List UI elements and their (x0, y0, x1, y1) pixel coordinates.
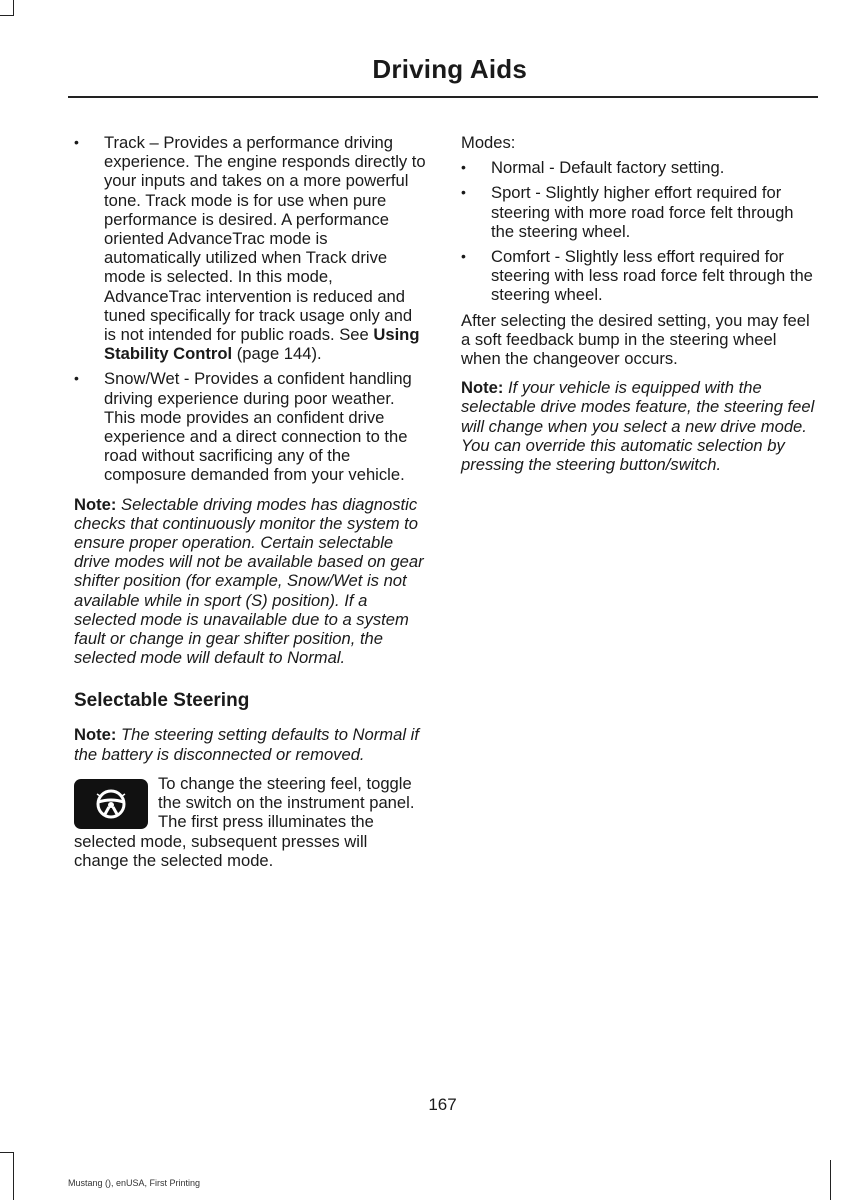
modes-label: Modes: (461, 133, 516, 152)
bullet-icon: • (461, 184, 466, 201)
list-item-track (74, 133, 426, 363)
stability-control-link[interactable]: Using Stability Control (104, 325, 420, 364)
crop-mark-bottom-left-h (0, 1152, 14, 1153)
bullet-icon: • (461, 248, 466, 265)
note-label: Note: (74, 725, 117, 745)
note-text: The steering setting defaults to Normal if the battery is disconnected or removed. (74, 725, 419, 764)
note-drive-modes (74, 495, 426, 668)
bullet-icon: • (461, 159, 466, 176)
left-column (74, 133, 426, 870)
page-number: 167 (428, 1095, 457, 1114)
steering-wheel-icon (74, 779, 148, 829)
crop-mark-top-left-h (0, 15, 14, 16)
note-override (461, 378, 816, 474)
bullet-icon: • (74, 134, 79, 150)
bullet-icon: • (74, 370, 79, 387)
section-heading: Selectable Steering (74, 690, 250, 712)
note-label: Note: (74, 494, 117, 514)
list-item-sport (461, 183, 816, 241)
footer: Mustang (), enUSA, First Printing (68, 1178, 201, 1188)
track-text: Track – Provides a performance driving experience. The engine responds directly to your inputs and takes on a more powerful tone. Track mode is for use when pure performance is desired. A performance oriented AdvanceTrac mode is automatically utilized when Track drive mode is selected. In this mode, AdvanceTrac intervention is reduced and tuned specifically for track usage only and is not intended for public roads. See (104, 133, 426, 345)
note-text: If your vehicle is equipped with the selectable drive modes feature, the steering feel will change when you select a new drive mode. You can override this automatic selection by pressing the steering button/switch. (461, 378, 815, 475)
page-title: Driving Aids (372, 54, 527, 84)
normal-text: Normal - Default factory setting. (491, 158, 725, 178)
steering-switch-text: To change the steering feel, toggle the switch on the instrument panel. The first press illuminates the selected mode, subsequent presses will change the selected mode. (74, 773, 415, 870)
steering-mode-list (461, 158, 816, 304)
note-label: Note: (461, 378, 504, 398)
steering-switch-paragraph (74, 774, 426, 870)
comfort-text: Comfort - Slightly less effort required for steering with less road force felt through the steering wheel. (491, 247, 813, 305)
right-column (461, 133, 816, 474)
crop-mark-bottom-left (13, 1152, 14, 1200)
drive-mode-list (74, 133, 426, 485)
list-item-comfort (461, 247, 816, 305)
feedback-paragraph: After selecting the desired setting, you may feel a soft feedback bump in the steering wheel when the changeover occurs. (461, 310, 810, 369)
note-text: Selectable driving modes has diagnostic checks that continuously monitor the system to ensure proper operation. Certain selectable drive modes will not be available based on gear shifter position (for example, Snow/Wet is not available while in sport (S) position). If a selected mode is unavailable due to a system fault or change in gear shifter position, the selected mode will default to Normal. (74, 494, 424, 668)
sport-text: Sport - Slightly higher effort required for steering with more road force felt through the steering wheel. (491, 183, 794, 241)
list-item-snow-wet (74, 369, 426, 484)
note-steering-default (74, 725, 426, 763)
track-page-ref: (page 144). (232, 344, 322, 364)
title-rule (68, 96, 818, 98)
snow-wet-text: Snow/Wet - Provides a confident handling driving experience during poor weather. This mode provides an confident drive experience and a direct connection to the road without sacrificing any of the composure demanded from your vehicle. (104, 369, 412, 485)
list-item-normal (461, 158, 816, 177)
crop-mark-top-left (13, 0, 14, 16)
crop-mark-bottom-right (830, 1160, 831, 1200)
